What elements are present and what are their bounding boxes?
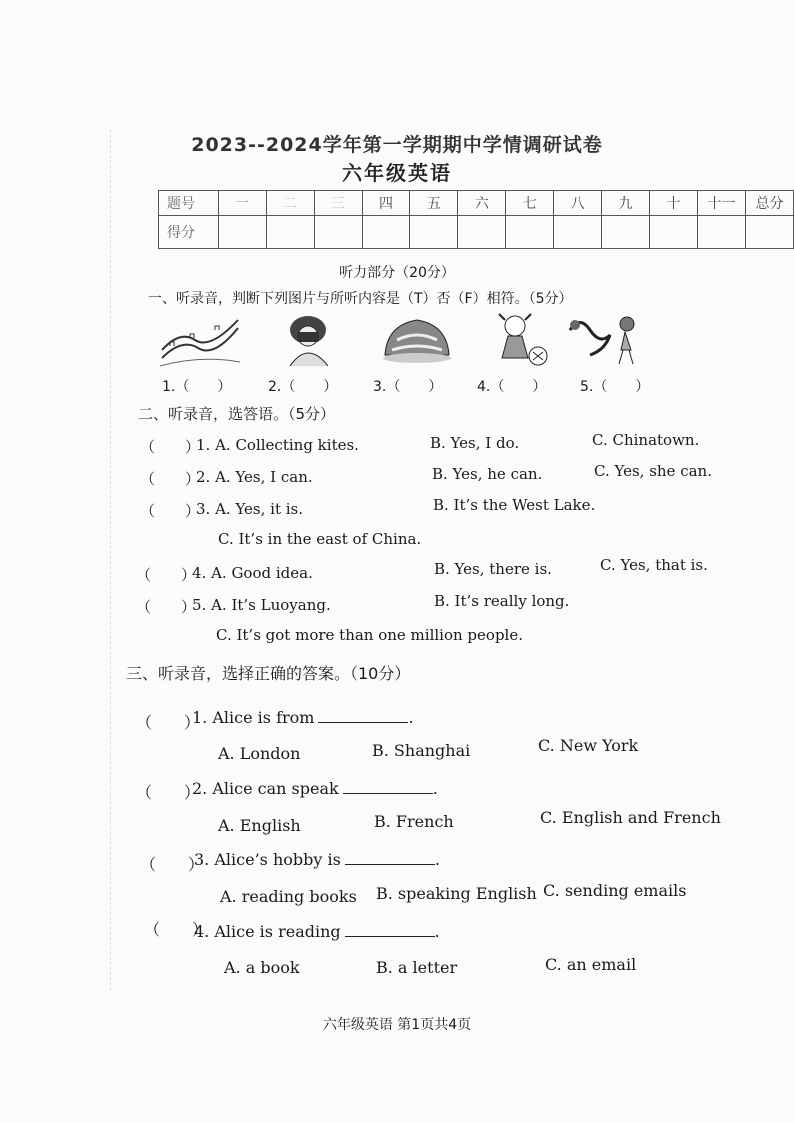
s3-q4-stem-text: 4. Alice is reading <box>194 922 341 941</box>
score-header: 十一 <box>698 191 746 216</box>
s3-q3-option-b: B. speaking English <box>376 884 537 903</box>
s2-q4-option-b: B. Yes, there is. <box>434 560 552 578</box>
score-cell[interactable] <box>554 216 602 249</box>
s3-q4-option-a: A. a book <box>224 958 300 977</box>
score-header: 六 <box>458 191 506 216</box>
s3-q3-stem-text: 3. Alice’s hobby is <box>194 850 341 869</box>
score-cell[interactable] <box>218 216 266 249</box>
s1-answer-4[interactable]: 4.（ ） <box>477 379 547 395</box>
s2-q5-option-b: B. It’s really long. <box>434 592 570 610</box>
score-header: 四 <box>362 191 410 216</box>
score-cell[interactable] <box>650 216 698 249</box>
s3-q1-option-b: B. Shanghai <box>372 741 471 760</box>
score-cell[interactable] <box>314 216 362 249</box>
s2-q1-option-a: 1. A. Collecting kites. <box>196 436 359 454</box>
s2-q1-option-c: C. Chinatown. <box>592 431 700 449</box>
s3-q2-stem: 2. Alice can speak . <box>192 779 438 798</box>
s2-q1-paren[interactable]: （ ） <box>140 438 201 456</box>
section3-title: 三、听录音，选择正确的答案。（10分） <box>126 664 411 683</box>
s1-answer-1[interactable]: 1.（ ） <box>162 379 232 395</box>
s2-q1-option-b: B. Yes, I do. <box>430 434 520 452</box>
s3-q2-option-b: B. French <box>374 812 454 831</box>
s2-q2-paren[interactable]: （ ） <box>140 470 201 488</box>
score-header: 五 <box>410 191 458 216</box>
s1-answer-5[interactable]: 5.（ ） <box>580 379 650 395</box>
s1-answer-2[interactable]: 2.（ ） <box>268 379 338 395</box>
score-cell[interactable] <box>698 216 746 249</box>
page-footer: 六年级英语 第1页共4页 <box>322 1017 472 1033</box>
s3-q1-option-a: A. London <box>218 744 301 763</box>
s3-q1-stem-text: 1. Alice is from <box>192 708 315 727</box>
s3-q4-paren[interactable]: （ ） <box>144 920 209 939</box>
score-cell[interactable] <box>362 216 410 249</box>
s2-q4-option-a: 4. A. Good idea. <box>192 564 313 582</box>
s3-q2-stem-text: 2. Alice can speak <box>192 779 339 798</box>
s3-q4-stem: 4. Alice is reading . <box>194 922 440 941</box>
score-cell[interactable] <box>410 216 458 249</box>
s2-q2-option-b: B. Yes, he can. <box>432 465 543 483</box>
score-table <box>158 190 794 249</box>
score-header: 十 <box>650 191 698 216</box>
s2-q3-option-a: 3. A. Yes, it is. <box>196 500 304 518</box>
s2-q3-option-b: B. It’s the West Lake. <box>433 496 596 514</box>
score-header: 七 <box>506 191 554 216</box>
s2-q3-paren[interactable]: （ ） <box>140 502 201 520</box>
score-header: 九 <box>602 191 650 216</box>
section1-title: 一、听录音，判断下列图片与所听内容是（T）否（F）相符。（5分） <box>148 291 573 307</box>
s2-q3-option-c: C. It’s in the east of China. <box>218 530 422 548</box>
section2-title: 二、听录音，选答语。（5分） <box>138 405 336 423</box>
score-header: 二 <box>266 191 314 216</box>
listening-part-title: 听力部分（20分） <box>339 265 455 281</box>
girl-with-ball-picture <box>480 310 560 368</box>
s3-q3-blank[interactable] <box>345 864 435 865</box>
s3-q4-blank[interactable] <box>345 936 435 937</box>
score-cell[interactable] <box>506 216 554 249</box>
s3-q1-paren[interactable]: （ ） <box>136 713 201 732</box>
s3-q2-option-a: A. English <box>218 816 301 835</box>
exam-subtitle: 六年级英语 <box>342 161 452 185</box>
s2-q5-option-a: 5. A. It’s Luoyang. <box>192 596 331 614</box>
score-table-score-row <box>159 216 794 249</box>
score-table-header-row <box>159 191 794 216</box>
s3-q3-option-c: C. sending emails <box>543 881 687 900</box>
s3-q4-option-b: B. a letter <box>376 958 458 977</box>
s3-q3-stem: 3. Alice’s hobby is . <box>194 850 440 869</box>
s2-q5-paren[interactable]: （ ） <box>136 598 197 616</box>
s2-q2-option-a: 2. A. Yes, I can. <box>196 468 313 486</box>
s2-q2-option-c: C. Yes, she can. <box>594 462 712 480</box>
s2-q4-option-c: C. Yes, that is. <box>600 556 708 574</box>
score-cell[interactable] <box>602 216 650 249</box>
s3-q2-paren[interactable]: （ ） <box>136 783 201 802</box>
person-with-camera-picture <box>270 310 350 368</box>
s3-q2-option-c: C. English and French <box>540 808 721 827</box>
score-header: 总分 <box>745 191 793 216</box>
bag-picture <box>377 310 457 368</box>
exam-title: 2023--2024学年第一学期期中学情调研试卷 <box>191 134 603 156</box>
s3-q3-paren[interactable]: （ ） <box>140 855 205 874</box>
s3-q3-option-a: A. reading books <box>220 887 357 906</box>
s3-q4-option-c: C. an email <box>545 955 637 974</box>
s2-q4-paren[interactable]: （ ） <box>136 566 197 584</box>
score-cell[interactable] <box>266 216 314 249</box>
dragon-dance-picture <box>565 310 645 368</box>
s2-q5-option-c: C. It’s got more than one million people. <box>216 626 523 644</box>
score-table-row-label: 题号 <box>159 191 219 216</box>
scan-edge <box>110 130 131 990</box>
s1-answer-3[interactable]: 3.（ ） <box>373 379 443 395</box>
great-wall-picture <box>160 310 240 368</box>
score-header: 一 <box>218 191 266 216</box>
s3-q1-blank[interactable] <box>318 722 408 723</box>
score-table-row-label: 得分 <box>159 216 219 249</box>
score-header: 八 <box>554 191 602 216</box>
s3-q1-option-c: C. New York <box>538 736 639 755</box>
score-cell[interactable] <box>458 216 506 249</box>
s3-q2-blank[interactable] <box>343 793 433 794</box>
score-header: 三 <box>314 191 362 216</box>
score-cell[interactable] <box>745 216 793 249</box>
s3-q1-stem: 1. Alice is from . <box>192 708 414 727</box>
